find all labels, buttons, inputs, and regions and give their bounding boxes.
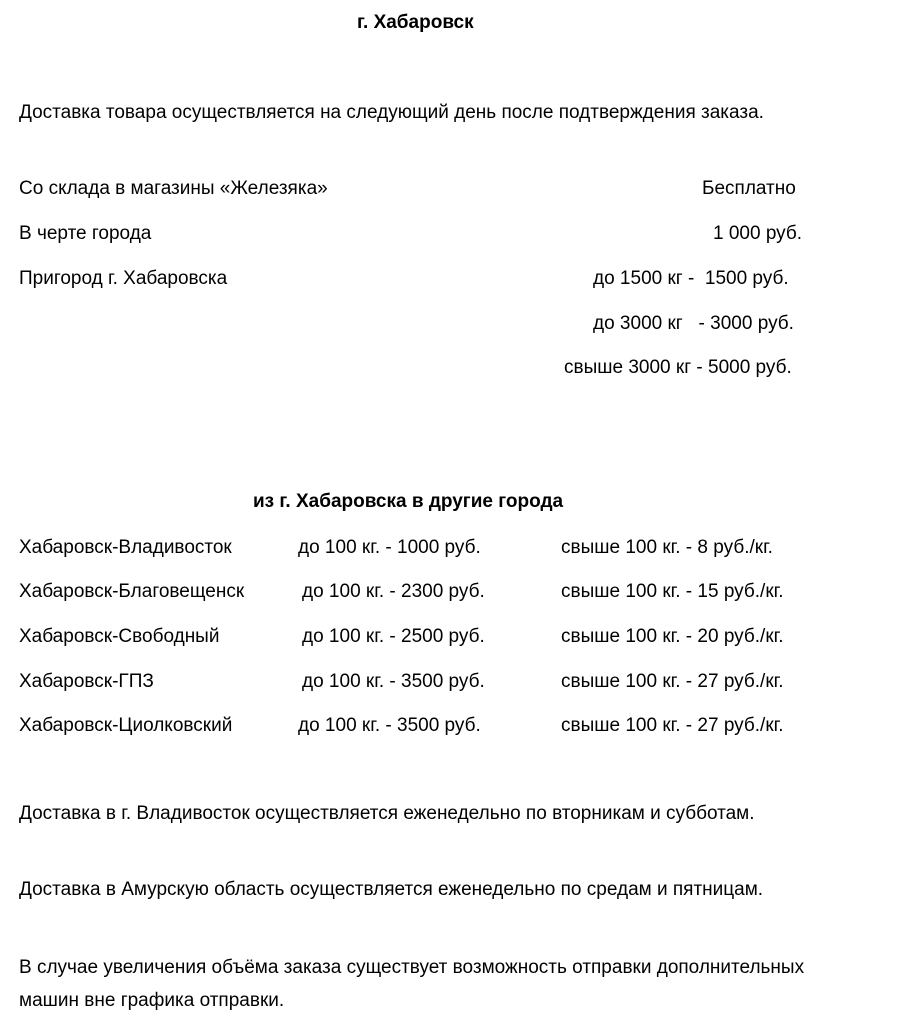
- rate-row-label: В черте города: [19, 223, 152, 244]
- rate-row-value: до 1500 кг - 1500 руб.: [593, 268, 789, 289]
- route-over-rate: свыше 100 кг. - 8 руб./кг.: [561, 537, 773, 558]
- route-name: Хабаровск-Благовещенск: [19, 581, 245, 602]
- route-name: Хабаровск-Свободный: [19, 626, 220, 647]
- route-base-rate: до 100 кг. - 3500 руб.: [302, 671, 485, 692]
- route-base-rate: до 100 кг. - 2500 руб.: [302, 626, 485, 647]
- route-over-rate: свыше 100 кг. - 27 руб./кг.: [561, 715, 784, 736]
- route-over-rate: свыше 100 кг. - 20 руб./кг.: [561, 626, 784, 647]
- route-base-rate: до 100 кг. - 3500 руб.: [298, 715, 481, 736]
- route-name: Хабаровск-Владивосток: [19, 537, 232, 558]
- route-name: Хабаровск-ГПЗ: [19, 671, 154, 692]
- note-paragraph: Доставка в Амурскую область осуществляется еженедельно по средам и пятницам.: [19, 879, 764, 900]
- section1-intro: Доставка товара осуществляется на следующий день после подтверждения заказа.: [19, 102, 764, 123]
- section2-title: из г. Хабаровска в другие города: [253, 491, 564, 512]
- route-base-rate: до 100 кг. - 2300 руб.: [302, 581, 485, 602]
- note-paragraph: Доставка в г. Владивосток осуществляется еженедельно по вторникам и субботам.: [19, 803, 755, 824]
- section1-title: г. Хабаровск: [357, 12, 474, 33]
- route-base-rate: до 100 кг. - 1000 руб.: [298, 537, 481, 558]
- rate-row-label: Со склада в магазины «Железяка»: [19, 178, 328, 199]
- note-paragraph: В случае увеличения объёма заказа существует возможность отправки дополнительных машин вне графика отправки.: [19, 957, 805, 1011]
- rate-row-label: Пригород г. Хабаровска: [19, 268, 228, 289]
- rate-row-value: Бесплатно: [702, 178, 796, 199]
- suburb-rate: до 3000 кг - 3000 руб.: [593, 313, 794, 334]
- suburb-rate: свыше 3000 кг - 5000 руб.: [564, 357, 792, 378]
- route-over-rate: свыше 100 кг. - 15 руб./кг.: [561, 581, 784, 602]
- route-over-rate: свыше 100 кг. - 27 руб./кг.: [561, 671, 784, 692]
- rate-row-value: 1 000 руб.: [713, 223, 803, 244]
- route-name: Хабаровск-Циолковский: [19, 715, 233, 736]
